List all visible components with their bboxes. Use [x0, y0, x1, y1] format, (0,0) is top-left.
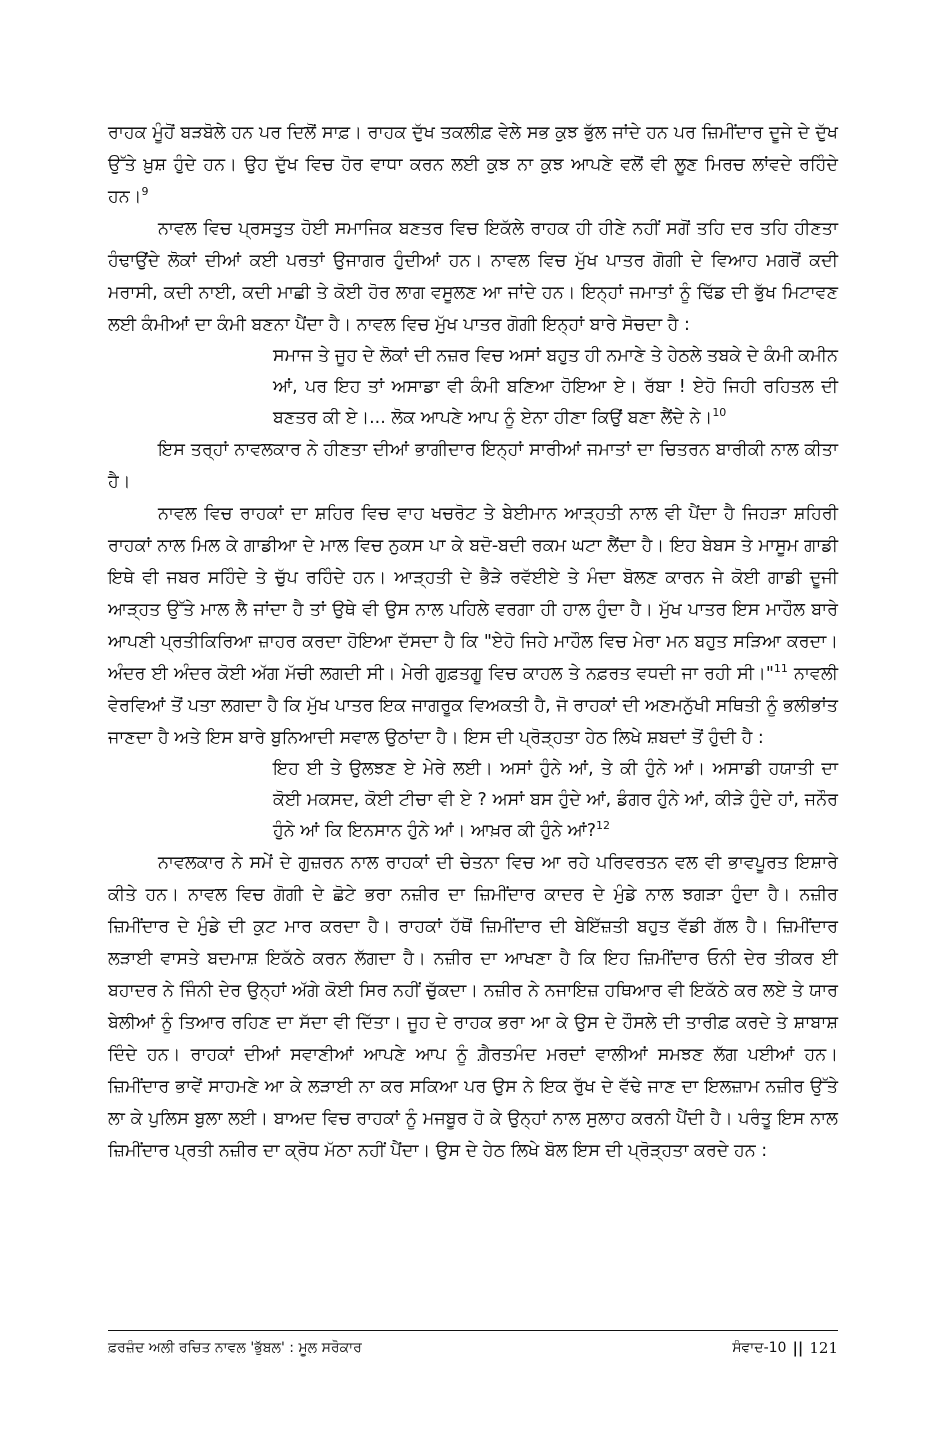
- block-quote-1: [273, 341, 838, 434]
- page-number: 121: [809, 1339, 838, 1357]
- paragraph-text: ਨਾਵਲ ਵਿਚ ਰਾਹਕਾਂ ਦਾ ਸ਼ਹਿਰ ਵਿਚ ਵਾਹ ਖਚਰੋਟ ਤੇ ਬੇਈਮਾਨ ਆੜ੍ਹਤੀ ਨਾਲ ਵੀ ਪੈਂਦਾ ਹੈ ਜਿਹੜਾ ਸ਼ਹਿਰੀ ਰਾਹਕਾਂ ਨਾਲ ਮਿਲ ਕੇ ਗਾਡੀਆ ਦੇ ਮਾਲ ਵਿਚ ਨੁਕਸ ਪਾ ਕੇ ਬਦੋ-ਬਦੀ ਰਕਮ ਘਟਾ ਲੈਂਦਾ ਹੈ। ਇਹ ਬੇਬਸ ਤੇ ਮਾਸੂਮ ਗਾਡੀ ਇਥੇ ਵੀ ਜਬਰ ਸਹਿੰਦੇ ਤੇ ਚੁੱਪ ਰਹਿੰਦੇ ਹਨ। ਆੜ੍ਹਤੀ ਦੇ ਭੈੜੇ ਰਵੱਈਏ ਤੇ ਮੰਦਾ ਬੋਲਣ ਕਾਰਨ ਜੇ ਕੋਈ ਗਾਡੀ ਦੂਜੀ ਆੜ੍ਹਤ ਉੱਤੇ ਮਾਲ ਲੈ ਜਾਂਦਾ ਹੈ ਤਾਂ ਉਥੇ ਵੀ ਉਸ ਨਾਲ ਪਹਿਲੇ ਵਰਗਾ ਹੀ ਹਾਲ ਹੁੰਦਾ ਹੈ। ਮੁੱਖ ਪਾਤਰ ਇਸ ਮਾਹੌਲ ਬਾਰੇ ਆਪਣੀ ਪ੍ਰਤੀਕਿਰਿਆ ਜ਼ਾਹਰ ਕਰਦਾ ਹੋਇਆ ਦੱਸਦਾ ਹੈ ਕਿ "ਏਹੋ ਜਿਹੇ ਮਾਹੌਲ ਵਿਚ ਮੇਰਾ ਮਨ ਬਹੁਤ ਸੜਿਆ ਕਰਦਾ। ਅੰਦਰ ਈ ਅੰਦਰ ਕੋਈ ਅੱਗ ਮੱਚੀ ਲਗਦੀ ਸੀ। ਮੇਰੀ ਗੁਫ਼ਤਗੂ ਵਿਚ ਕਾਹਲ ਤੇ ਨਫ਼ਰਤ ਵਧਦੀ ਜਾ ਰਹੀ ਸੀ।": [108, 504, 838, 684]
- block-quote-2: [273, 754, 838, 847]
- paragraph-1: [108, 117, 838, 213]
- quote-text: ਸਮਾਜ ਤੇ ਜੂਹ ਦੇ ਲੋਕਾਂ ਦੀ ਨਜ਼ਰ ਵਿਚ ਅਸਾਂ ਬਹੁਤ ਹੀ ਨਮਾਣੇ ਤੇ ਹੇਠਲੇ ਤਬਕੇ ਦੇ ਕੰਮੀ ਕਮੀਨ ਆਂ, ਪਰ ਇਹ ਤਾਂ ਅਸਾਡਾ ਵੀ ਕੰਮੀ ਬਣਿਆ ਹੋਇਆ ਏ। ਰੱਬਾ ! ਏਹੋ ਜਿਹੀ ਰਹਿਤਲ ਦੀ ਬਣਤਰ ਕੀ ਏ।... ਲੋਕ ਆਪਣੇ ਆਪ ਨੂੰ ਏਨਾ ਹੀਣਾ ਕਿਉਂ ਬਣਾ ਲੈਂਦੇ ਨੇ।: [273, 346, 838, 428]
- paragraph-4: [108, 498, 838, 754]
- paragraph-text: ਇਸ ਤਰ੍ਹਾਂ ਨਾਵਲਕਾਰ ਨੇ ਹੀਣਤਾ ਦੀਆਂ ਭਾਗੀਦਾਰ ਇਨ੍ਹਾਂ ਸਾਰੀਆਂ ਜਮਾਤਾਂ ਦਾ ਚਿਤਰਨ ਬਾਰੀਕੀ ਨਾਲ ਕੀਤਾ ਹੈ।: [108, 440, 838, 492]
- paragraph-2: [108, 213, 838, 341]
- paragraph-3: [108, 434, 838, 498]
- footnote-ref-11: 11: [773, 662, 788, 676]
- paragraph-text-continued: ਨਾਵਲੀ ਵੇਰਵਿਆਂ ਤੋਂ ਪਤਾ ਲਗਦਾ ਹੈ ਕਿ ਮੁੱਖ ਪਾਤਰ ਇਕ ਜਾਗਰੂਕ ਵਿਅਕਤੀ ਹੈ, ਜੋ ਰਾਹਕਾਂ ਦੀ ਅਣਮਨੁੱਖੀ ਸਥਿਤੀ ਨੂੰ ਭਲੀਭਾਂਤ ਜਾਣਦਾ ਹੈ ਅਤੇ ਇਸ ਬਾਰੇ ਬੁਨਿਆਦੀ ਸਵਾਲ ਉਠਾਂਦਾ ਹੈ। ਇਸ ਦੀ ਪ੍ਰੋੜ੍ਹਤਾ ਹੇਠ ਲਿਖੇ ਸ਼ਬਦਾਂ ਤੋਂ ਹੁੰਦੀ ਹੈ :: [108, 664, 838, 748]
- paragraph-5: [108, 847, 838, 1167]
- footnote-ref-10: 10: [712, 406, 727, 420]
- journal-name: ਸੰਵਾਦ-10: [732, 1340, 787, 1356]
- journal-page-info: [732, 1339, 838, 1357]
- paragraph-text: ਰਾਹਕ ਮੂੰਹੋਂ ਬੜਬੋਲੇ ਹਨ ਪਰ ਦਿਲੋਂ ਸਾਫ਼। ਰਾਹਕ ਦੁੱਖ ਤਕਲੀਫ਼ ਵੇਲੇ ਸਭ ਕੁਝ ਭੁੱਲ ਜਾਂਦੇ ਹਨ ਪਰ ਜ਼ਿਮੀਂਦਾਰ ਦੂਜੇ ਦੇ ਦੁੱਖ ਉੱਤੇ ਖ਼ੁਸ਼ ਹੁੰਦੇ ਹਨ। ਉਹ ਦੁੱਖ ਵਿਚ ਹੋਰ ਵਾਧਾ ਕਰਨ ਲਈ ਕੁਝ ਨਾ ਕੁਝ ਆਪਣੇ ਵਲੋਂ ਵੀ ਲੂਣ ਮਿਰਚ ਲਾਂਵਦੇ ਰਹਿੰਦੇ ਹਨ।: [108, 123, 838, 207]
- quote-text: ਇਹ ਈ ਤੇ ਉਲਝਣ ਏ ਮੇਰੇ ਲਈ। ਅਸਾਂ ਹੁੰਨੇ ਆਂ, ਤੇ ਕੀ ਹੁੰਨੇ ਆਂ। ਅਸਾਡੀ ਹਯਾਤੀ ਦਾ ਕੋਈ ਮਕਸਦ, ਕੋਈ ਟੀਚਾ ਵੀ ਏ ? ਅਸਾਂ ਬਸ ਹੁੰਦੇ ਆਂ, ਡੰਗਰ ਹੁੰਨੇ ਆਂ, ਕੀੜੇ ਹੁੰਦੇ ਹਾਂ, ਜਨੌਰ ਹੁੰਨੇ ਆਂ ਕਿ ਇਨਸਾਨ ਹੁੰਨੇ ਆਂ। ਆਖ਼ਰ ਕੀ ਹੁੰਨੇ ਆਂ?: [273, 759, 838, 841]
- separator-bars: ||: [792, 1339, 804, 1357]
- footnote-ref-12: 12: [596, 819, 611, 833]
- page-body: [108, 117, 838, 1167]
- paragraph-text: ਨਾਵਲਕਾਰ ਨੇ ਸਮੇਂ ਦੇ ਗੁਜ਼ਰਨ ਨਾਲ ਰਾਹਕਾਂ ਦੀ ਚੇਤਨਾ ਵਿਚ ਆ ਰਹੇ ਪਰਿਵਰਤਨ ਵਲ ਵੀ ਭਾਵਪੂਰਤ ਇਸ਼ਾਰੇ ਕੀਤੇ ਹਨ। ਨਾਵਲ ਵਿਚ ਗੋਗੀ ਦੇ ਛੋਟੇ ਭਰਾ ਨਜ਼ੀਰ ਦਾ ਜ਼ਿਮੀਂਦਾਰ ਕਾਦਰ ਦੇ ਮੁੰਡੇ ਨਾਲ ਝਗੜਾ ਹੁੰਦਾ ਹੈ। ਨਜ਼ੀਰ ਜ਼ਿਮੀਂਦਾਰ ਦੇ ਮੁੰਡੇ ਦੀ ਕੁਟ ਮਾਰ ਕਰਦਾ ਹੈ। ਰਾਹਕਾਂ ਹੱਥੋਂ ਜ਼ਿਮੀਂਦਾਰ ਦੀ ਬੇਇੱਜ਼ਤੀ ਬਹੁਤ ਵੱਡੀ ਗੱਲ ਹੈ। ਜ਼ਿਮੀਂਦਾਰ ਲੜਾਈ ਵਾਸਤੇ ਬਦਮਾਸ਼ ਇਕੱਠੇ ਕਰਨ ਲੱਗਦਾ ਹੈ। ਨਜ਼ੀਰ ਦਾ ਆਖਣਾ ਹੈ ਕਿ ਇਹ ਜ਼ਿਮੀਂਦਾਰ ਓਨੀ ਦੇਰ ਤੀਕਰ ਈ ਬਹਾਦਰ ਨੇ ਜਿੰਨੀ ਦੇਰ ਉਨ੍ਹਾਂ ਅੱਗੇ ਕੋਈ ਸਿਰ ਨਹੀਂ ਚੁੱਕਦਾ। ਨਜ਼ੀਰ ਨੇ ਨਜਾਇਜ਼ ਹਥਿਆਰ ਵੀ ਇਕੱਠੇ ਕਰ ਲਏ ਤੇ ਯਾਰ ਬੇਲੀਆਂ ਨੂੰ ਤਿਆਰ ਰਹਿਣ ਦਾ ਸੱਦਾ ਵੀ ਦਿੱਤਾ। ਜੂਹ ਦੇ ਰਾਹਕ ਭਰਾ ਆ ਕੇ ਉਸ ਦੇ ਹੌਸਲੇ ਦੀ ਤਾਰੀਫ਼ ਕਰਦੇ ਤੇ ਸ਼ਾਬਾਸ਼ ਦਿੰਦੇ ਹਨ। ਰਾਹਕਾਂ ਦੀਆਂ ਸਵਾਣੀਆਂ ਆਪਣੇ ਆਪ ਨੂੰ ਗ਼ੈਰਤਮੰਦ ਮਰਦਾਂ ਵਾਲੀਆਂ ਸਮਝਣ ਲੱਗ ਪਈਆਂ ਹਨ। ਜ਼ਿਮੀਂਦਾਰ ਭਾਵੇਂ ਸਾਹਮਣੇ ਆ ਕੇ ਲੜਾਈ ਨਾ ਕਰ ਸਕਿਆ ਪਰ ਉਸ ਨੇ ਇਕ ਰੁੱਖ ਦੇ ਵੱਢੇ ਜਾਣ ਦਾ ਇਲਜ਼ਾਮ ਨਜ਼ੀਰ ਉੱਤੇ ਲਾ ਕੇ ਪੁਲਿਸ ਬੁਲਾ ਲਈ। ਬਾਅਦ ਵਿਚ ਰਾਹਕਾਂ ਨੂੰ ਮਜਬੂਰ ਹੋ ਕੇ ਉਨ੍ਹਾਂ ਨਾਲ ਸੁਲਾਹ ਕਰਨੀ ਪੈਂਦੀ ਹੈ। ਪਰੰਤੂ ਇਸ ਨਾਲ ਜ਼ਿਮੀਂਦਾਰ ਪ੍ਰਤੀ ਨਜ਼ੀਰ ਦਾ ਕ੍ਰੋਧ ਮੱਠਾ ਨਹੀਂ ਪੈਂਦਾ। ਉਸ ਦੇ ਹੇਠ ਲਿਖੇ ਬੋਲ ਇਸ ਦੀ ਪ੍ਰੋੜ੍ਹਤਾ ਕਰਦੇ ਹਨ :: [108, 853, 838, 1161]
- page-footer: [108, 1330, 838, 1357]
- paragraph-text: ਨਾਵਲ ਵਿਚ ਪ੍ਰਸਤੁਤ ਹੋਈ ਸਮਾਜਿਕ ਬਣਤਰ ਵਿਚ ਇਕੱਲੇ ਰਾਹਕ ਹੀ ਹੀਣੇ ਨਹੀਂ ਸਗੋਂ ਤਹਿ ਦਰ ਤਹਿ ਹੀਣਤਾ ਹੰਢਾਉਂਦੇ ਲੋਕਾਂ ਦੀਆਂ ਕਈ ਪਰਤਾਂ ਉਜਾਗਰ ਹੁੰਦੀਆਂ ਹਨ। ਨਾਵਲ ਵਿਚ ਮੁੱਖ ਪਾਤਰ ਗੋਗੀ ਦੇ ਵਿਆਹ ਮਗਰੋਂ ਕਦੀ ਮਰਾਸੀ, ਕਦੀ ਨਾਈ, ਕਦੀ ਮਾਛੀ ਤੇ ਕੋਈ ਹੋਰ ਲਾਗ ਵਸੂਲਣ ਆ ਜਾਂਦੇ ਹਨ। ਇਨ੍ਹਾਂ ਜਮਾਤਾਂ ਨੂੰ ਢਿੱਡ ਦੀ ਭੁੱਖ ਮਿਟਾਵਣ ਲਈ ਕੰਮੀਆਂ ਦਾ ਕੰਮੀ ਬਣਨਾ ਪੈਂਦਾ ਹੈ। ਨਾਵਲ ਵਿਚ ਮੁੱਖ ਪਾਤਰ ਗੋਗੀ ਇਨ੍ਹਾਂ ਬਾਰੇ ਸੋਚਦਾ ਹੈ :: [108, 219, 838, 335]
- running-title: ਫ਼ਰਜ਼ੰਦ ਅਲੀ ਰਚਿਤ ਨਾਵਲ 'ਭੁੱਬਲ' : ਮੂਲ ਸਰੋਕਾਰ: [108, 1340, 362, 1356]
- footnote-ref-9: 9: [141, 185, 149, 199]
